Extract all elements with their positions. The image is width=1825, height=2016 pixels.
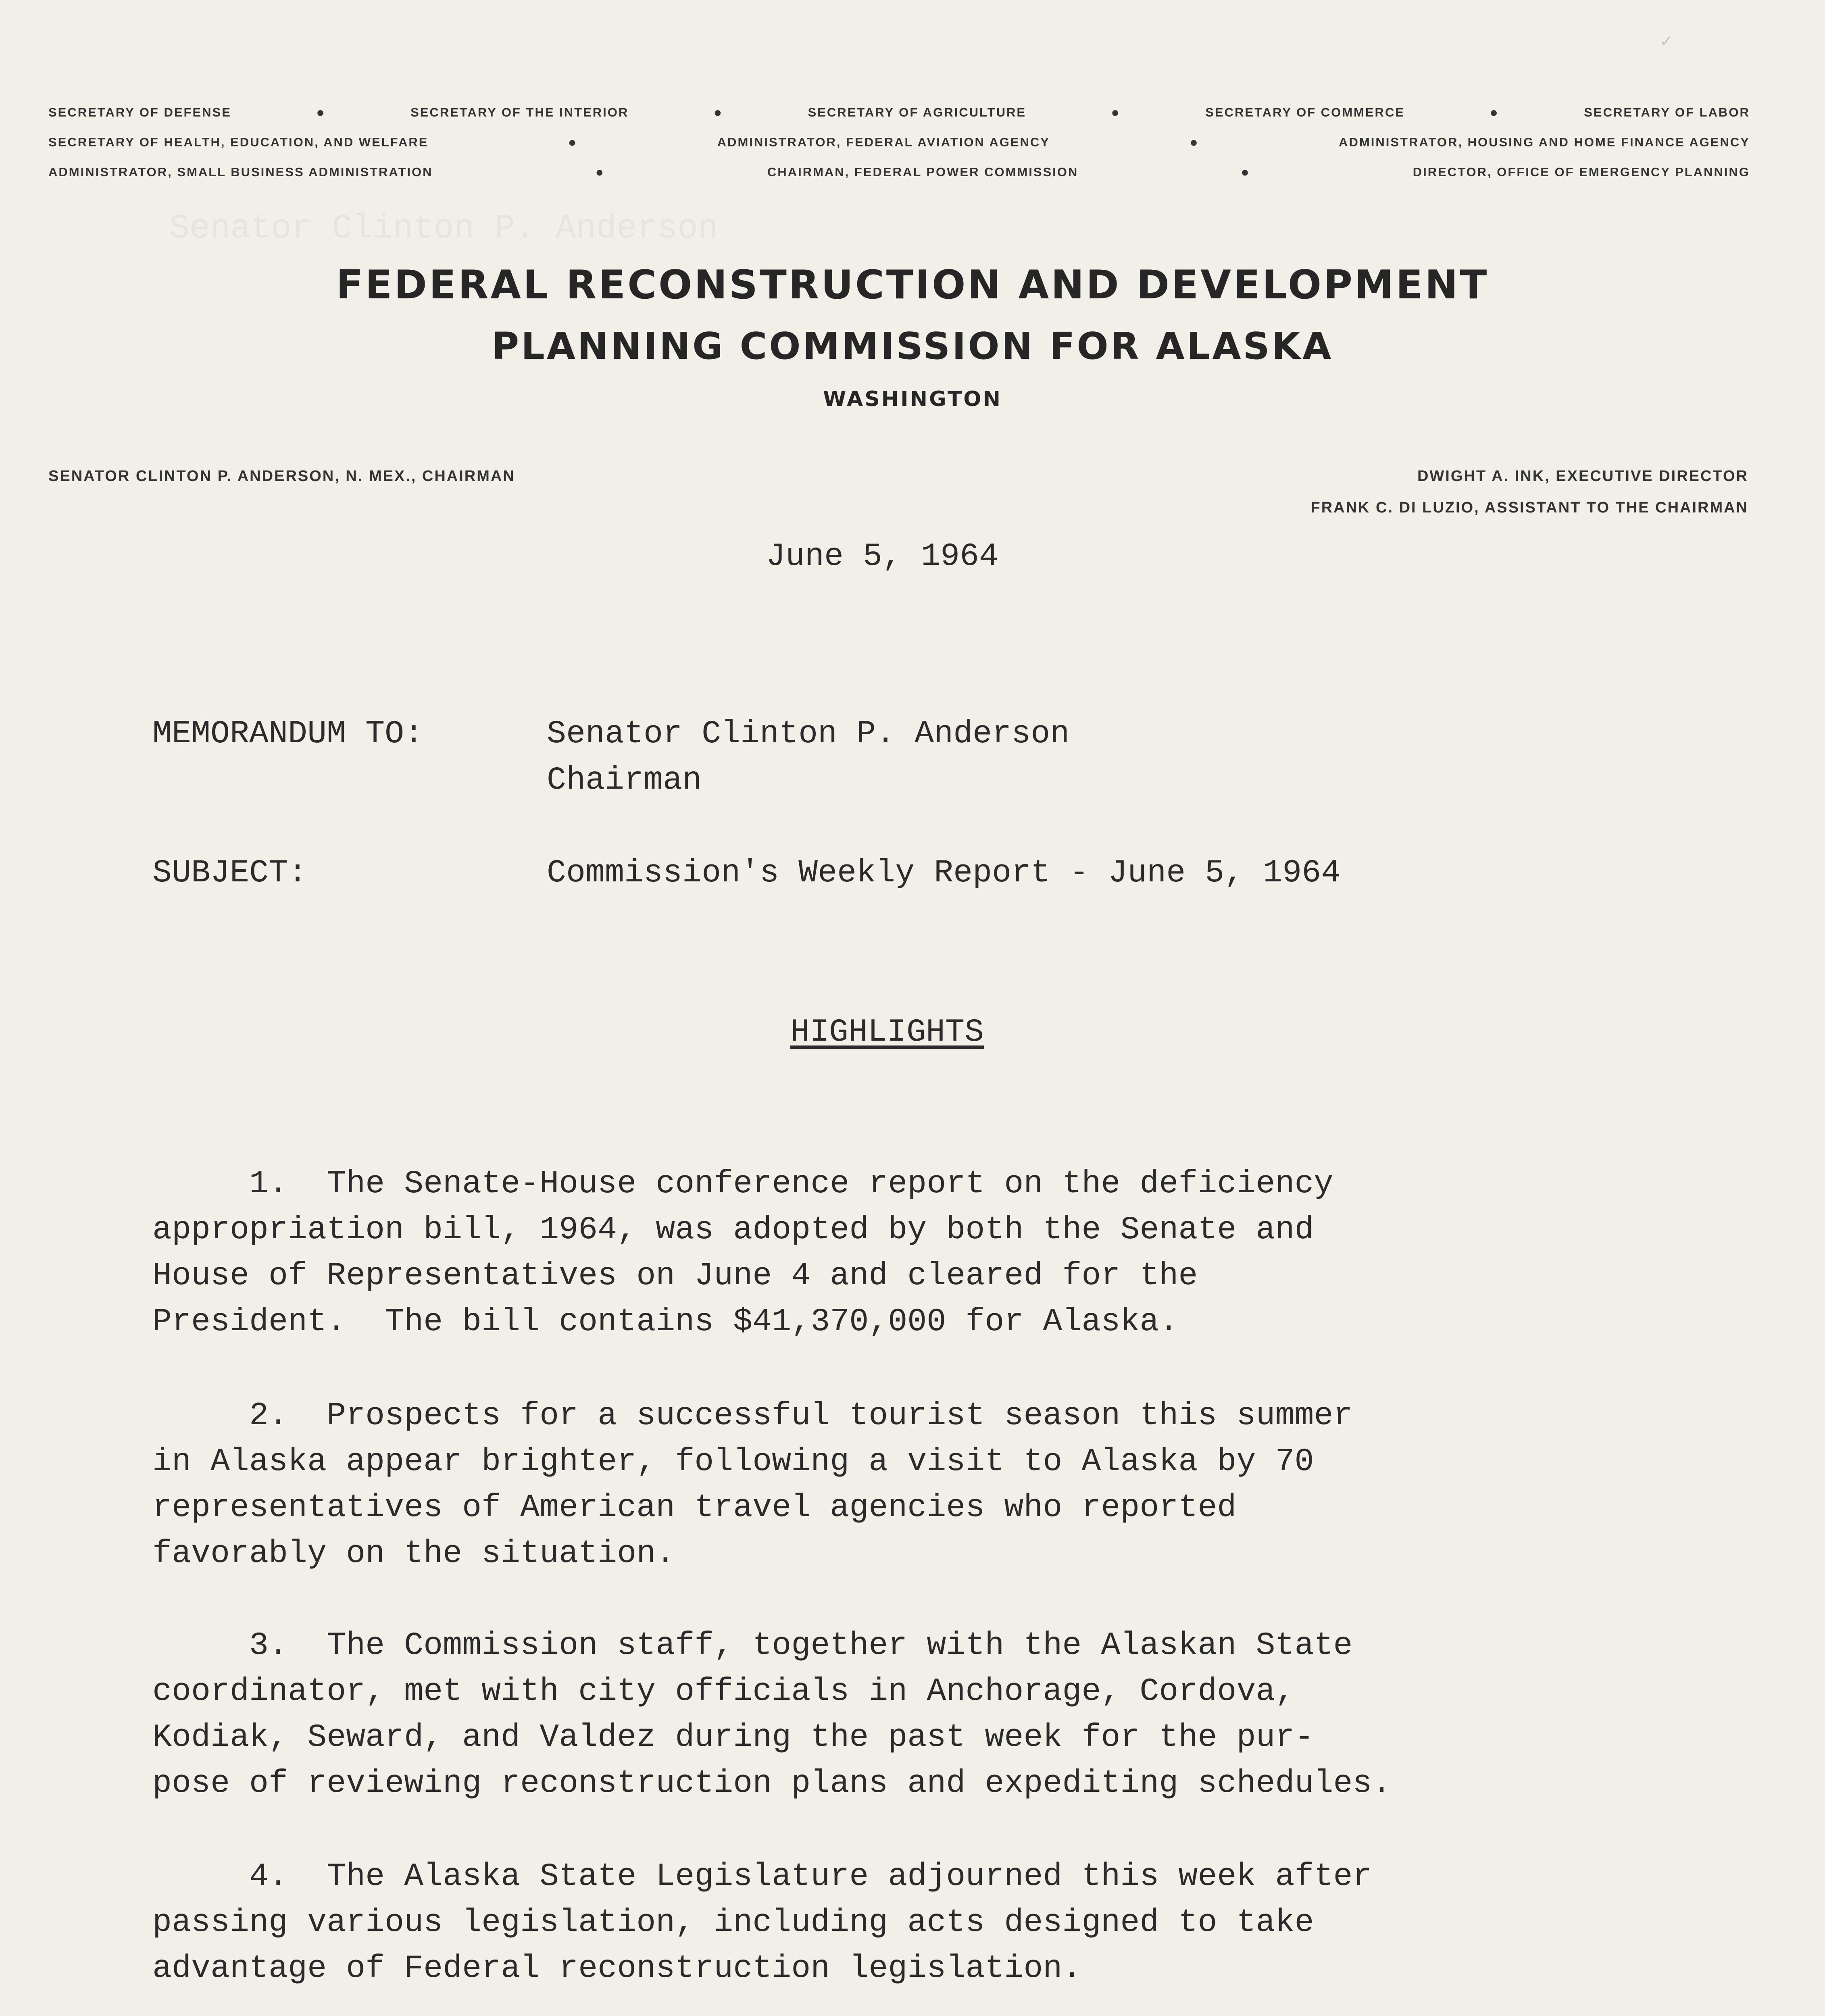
separator-dot: ● <box>595 164 605 180</box>
assistant-line: FRANK C. DI LUZIO, ASSISTANT TO THE CHAIRMAN <box>1310 499 1748 516</box>
separator-dot: ● <box>713 104 723 120</box>
member-entry: CHAIRMAN, FEDERAL POWER COMMISSION <box>767 165 1079 179</box>
highlights-heading: HIGHLIGHTS <box>790 1014 984 1051</box>
member-list <box>48 98 1750 187</box>
highlight-paragraph: 3. The Commission staff, together with the Alaskan State coordinator, met with city officials in Anchorage, Cordova, Kodiak, Seward, and Valdez during the past week for the pur- pose of reviewing reconstruction plans and expediting schedules. <box>152 1627 1392 1802</box>
member-entry: SECRETARY OF LABOR <box>1584 105 1750 119</box>
executive-director-line: DWIGHT A. INK, EXECUTIVE DIRECTOR <box>1417 468 1748 485</box>
member-entry: DIRECTOR, OFFICE OF EMERGENCY PLANNING <box>1412 165 1750 179</box>
separator-dot: ● <box>568 134 578 150</box>
highlight-paragraph: 4. The Alaska State Legislature adjourned this week after passing various legislation, including acts designed to take advantage of Federal reconstruction legislation. <box>152 1858 1372 1987</box>
chairman-line: SENATOR CLINTON P. ANDERSON, N. MEX., CHAIRMAN <box>48 468 515 485</box>
highlight-paragraph: 2. Prospects for a successful tourist season this summer in Alaska appear brighter, following a visit to Alaska by 70 representatives of American travel agencies who reported favorably on the situation. <box>152 1397 1353 1572</box>
member-entry: ADMINISTRATOR, HOUSING AND HOME FINANCE AGENCY <box>1339 135 1750 149</box>
corner-mark: ✓ <box>1660 32 1673 51</box>
separator-dot: ● <box>1190 134 1199 150</box>
memo-to-title: Chairman <box>547 762 702 799</box>
separator-dot: ● <box>1111 104 1121 120</box>
separator-dot: ● <box>316 104 326 120</box>
separator-dot: ● <box>1241 164 1250 180</box>
member-entry: ADMINISTRATOR, SMALL BUSINESS ADMINISTRATION <box>48 165 433 179</box>
member-row <box>48 98 1750 127</box>
member-row <box>48 127 1750 157</box>
subject-text: Commission's Weekly Report - June 5, 1964 <box>547 855 1341 891</box>
memo-to-label: MEMORANDUM TO: <box>152 716 424 752</box>
member-entry: SECRETARY OF COMMERCE <box>1205 105 1405 119</box>
member-row <box>48 157 1750 187</box>
memo-to-recipient: Senator Clinton P. Anderson <box>547 716 1070 752</box>
member-entry: SECRETARY OF AGRICULTURE <box>808 105 1027 119</box>
highlight-paragraph: 1. The Senate-House conference report on the deficiency appropriation bill, 1964, was adopted by both the Senate and House of Representatives on June 4 and cleared for the President. The bill contains $41,370,000 for Alaska. <box>152 1166 1333 1340</box>
bleed-through: Senator Clinton P. Anderson <box>169 210 719 248</box>
commission-city: WASHINGTON <box>823 387 1002 411</box>
commission-title-line2: PLANNING COMMISSION FOR ALASKA <box>492 325 1333 368</box>
member-entry: ADMINISTRATOR, FEDERAL AVIATION AGENCY <box>717 135 1050 149</box>
commission-title-line1: FEDERAL RECONSTRUCTION AND DEVELOPMENT <box>336 262 1489 308</box>
memo-date: June 5, 1964 <box>766 538 999 575</box>
separator-dot: ● <box>1490 104 1499 120</box>
member-entry: SECRETARY OF DEFENSE <box>48 105 231 119</box>
subject-label: SUBJECT: <box>152 855 308 891</box>
member-entry: SECRETARY OF THE INTERIOR <box>410 105 629 119</box>
member-entry: SECRETARY OF HEALTH, EDUCATION, AND WELFARE <box>48 135 429 149</box>
